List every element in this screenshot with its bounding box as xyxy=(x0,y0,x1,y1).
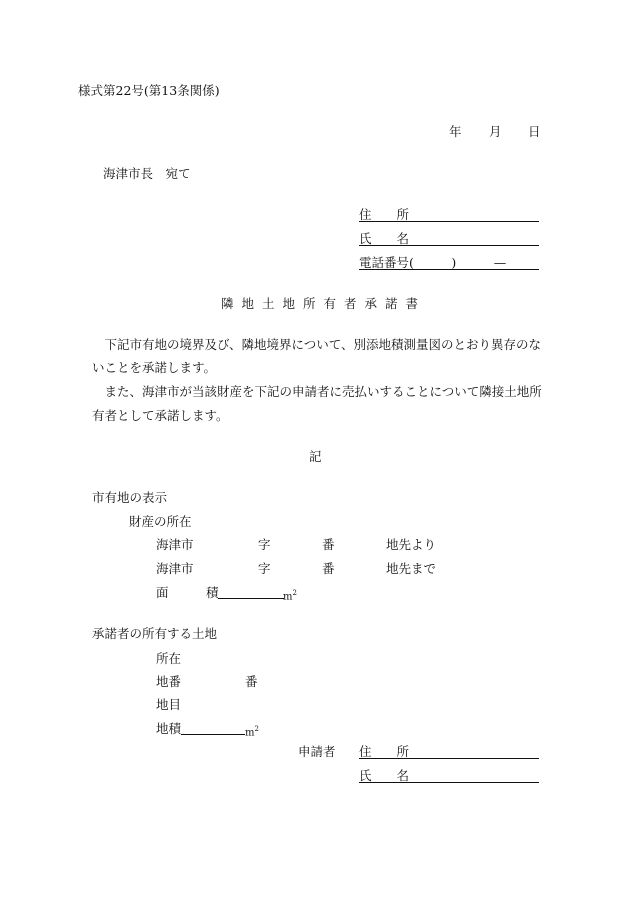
body-para2-line1: また、海津市が当該財産を下記の申請者に売払いすることについて隣接土地所 xyxy=(92,384,542,399)
owner-location: 所在 xyxy=(156,651,182,666)
applicant-address-label: 住 所 xyxy=(359,207,410,222)
row1-city: 海津市 xyxy=(156,537,194,552)
date-year: 年 xyxy=(449,124,462,139)
applicant-bottom-address-line xyxy=(359,758,539,759)
form-number: 様式第22号(第13条関係) xyxy=(78,83,220,98)
addressee: 海津市長 宛て xyxy=(103,166,191,181)
area-line xyxy=(218,598,284,599)
row1-suffix: 地先より xyxy=(386,537,437,552)
row1-ban: 番 xyxy=(322,537,335,552)
applicant-bottom-address-label: 住 所 xyxy=(359,744,410,759)
applicant-bottom-name-line xyxy=(359,782,539,783)
row2-city: 海津市 xyxy=(156,561,194,576)
owner-chiban: 地番 xyxy=(156,674,182,689)
applicant-label: 申請者 xyxy=(298,744,336,759)
applicant-address-line xyxy=(359,221,539,222)
owner-chimoku: 地目 xyxy=(156,697,182,712)
row2-suffix: 地先まで xyxy=(386,561,437,576)
area-label-2: 積 xyxy=(206,585,219,600)
date-month: 月 xyxy=(489,124,502,139)
row1-aza: 字 xyxy=(258,537,271,552)
owner-area-label: 地積 xyxy=(156,721,182,736)
row2-aza: 字 xyxy=(258,561,271,576)
applicant-phone-label: 電話番号( ) — xyxy=(359,255,507,270)
area-unit: $m^2$ xyxy=(283,589,297,603)
owner-area-unit: $m^2$ xyxy=(245,725,259,739)
applicant-phone-line xyxy=(359,269,539,270)
owner-land-heading: 承諾者の所有する土地 xyxy=(92,626,218,641)
document-title: 隣地土地所有者承諾書 xyxy=(221,296,427,311)
body-para1-line1: 下記市有地の境界及び、隣地境界について、別添地積測量図のとおり異存のな xyxy=(92,337,542,352)
body-para1-line2: いことを承諾します。 xyxy=(92,360,217,375)
owner-area-line xyxy=(181,734,245,735)
date-day: 日 xyxy=(528,124,541,139)
applicant-bottom-name-label: 氏 名 xyxy=(359,768,410,783)
applicant-name-label: 氏 名 xyxy=(359,231,410,246)
owner-chiban-ban: 番 xyxy=(245,674,258,689)
ki-heading: 記 xyxy=(309,449,322,464)
property-location-heading: 財産の所在 xyxy=(129,514,192,529)
city-land-heading: 市有地の表示 xyxy=(92,490,168,505)
area-label-1: 面 xyxy=(156,585,169,600)
applicant-name-line xyxy=(359,245,539,246)
body-para2-line2: 有者として承諾します。 xyxy=(92,408,229,423)
row2-ban: 番 xyxy=(322,561,335,576)
